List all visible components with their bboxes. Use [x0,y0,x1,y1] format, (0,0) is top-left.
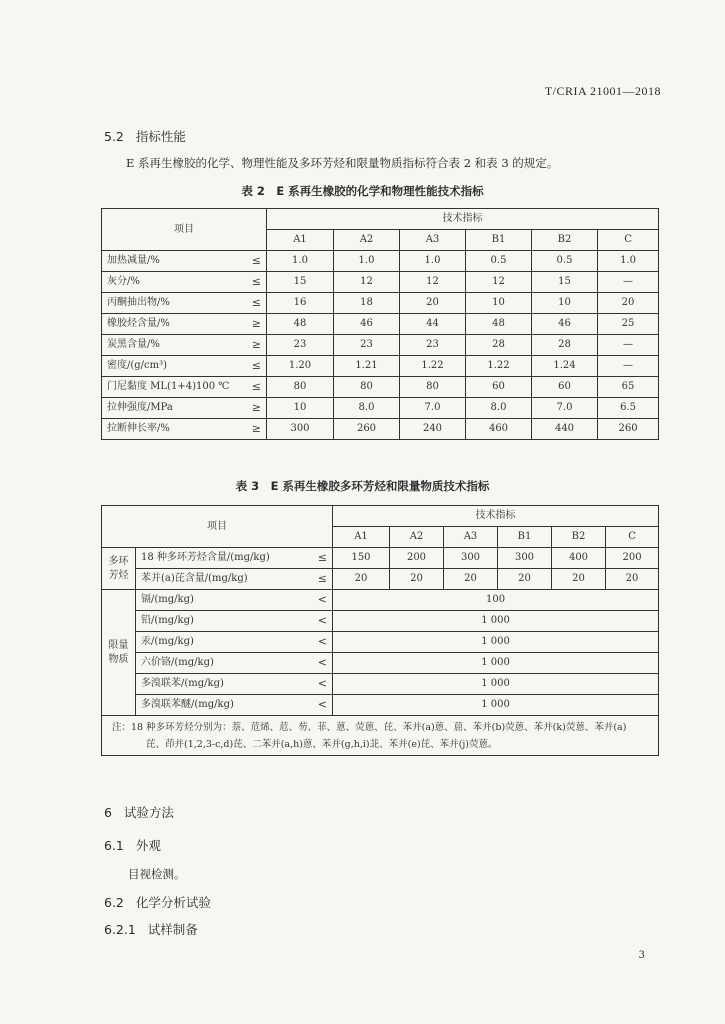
table-row [102,653,659,674]
table-row [102,293,659,314]
cell-value: 44 [400,314,466,335]
cell-value: 1.0 [598,251,659,272]
cell-value: 23 [267,335,334,356]
table-row [102,611,659,632]
limit-symbol: ≤ [242,272,267,293]
cell-value: 20 [606,569,659,590]
cell-value: 1 000 [333,632,659,653]
limit-symbol: ≤ [242,293,267,314]
limit-symbol: < [308,632,333,653]
cell-value: 20 [390,569,444,590]
limit-symbol: < [308,653,333,674]
cell-value: 300 [498,548,552,569]
cell-value: 12 [334,272,400,293]
limit-symbol: < [308,674,333,695]
cell-value: 1.21 [334,356,400,377]
cell-value: 25 [598,314,659,335]
cell-value: 200 [606,548,659,569]
limit-symbol: ≥ [242,314,267,335]
cell-value: 10 [466,293,532,314]
cell-value: 300 [444,548,498,569]
group-label-limit [102,590,136,716]
cell-value: 20 [400,293,466,314]
grade-header: C [606,527,659,548]
table-row [102,548,659,569]
grade-header: A2 [390,527,444,548]
table-row [102,272,659,293]
table-row [102,632,659,653]
grade-header: A1 [267,230,334,251]
cell-value: 7.0 [400,398,466,419]
grade-header: B1 [498,527,552,548]
cell-value: 8.0 [334,398,400,419]
row-label: 炭黑含量/% [102,335,242,356]
cell-value: 20 [598,293,659,314]
grade-header: A3 [444,527,498,548]
section-title: 化学分析试验 [135,895,211,910]
grade-header: A2 [334,230,400,251]
cell-value: 20 [444,569,498,590]
table-row [102,398,659,419]
row-label: 苯并(a)芘含量/(mg/kg) [136,569,308,590]
cell-value: 65 [598,377,659,398]
row-label: 拉断伸长率/% [102,419,242,440]
section-title: 外观 [135,838,161,853]
section-5-2-body: E 系再生橡胶的化学、物理性能及多环芳烃和限量物质指标符合表 2 和表 3 的规定。 [126,156,559,170]
cell-value: 15 [532,272,598,293]
limit-symbol: ≥ [242,419,267,440]
limit-symbol: ≤ [308,569,333,590]
cell-value: 1.0 [334,251,400,272]
limit-symbol: < [308,695,333,716]
cell-value: 1 000 [333,695,659,716]
row-label: 丙酮抽出物/% [102,293,242,314]
grade-header: C [598,230,659,251]
row-label: 密度/(g/cm³) [102,356,242,377]
limit-symbol: ≤ [308,548,333,569]
cell-value: 60 [532,377,598,398]
row-label: 六价铬/(mg/kg) [136,653,308,674]
row-label: 多溴联苯/(mg/kg) [136,674,308,695]
cell-value: 10 [532,293,598,314]
cell-value: 23 [400,335,466,356]
grade-header: A1 [333,527,390,548]
cell-value: 7.0 [532,398,598,419]
cell-value: 6.5 [598,398,659,419]
cell-value: 15 [267,272,334,293]
section-6-1-heading [104,836,161,854]
section-number: 6.2.1 [104,922,136,937]
cell-value: 400 [552,548,606,569]
table-row [102,377,659,398]
row-label: 铅/(mg/kg) [136,611,308,632]
table-row [102,674,659,695]
group-label-line: 限量 [108,639,129,651]
cell-value: 80 [267,377,334,398]
row-label: 加热减量/% [102,251,242,272]
grade-header: B2 [532,230,598,251]
section-6-2-heading [104,893,211,911]
cell-value: 300 [267,419,334,440]
page-number: 3 [638,950,645,961]
item-header: 项目 [102,209,267,251]
table-row [102,590,659,611]
cell-value: 20 [333,569,390,590]
table-row [102,695,659,716]
cell-value: 8.0 [466,398,532,419]
cell-value: 80 [400,377,466,398]
table-2-caption: 表 2 E 系再生橡胶的化学和物理性能技术指标 [241,184,484,198]
section-number: 6.1 [104,838,124,853]
group-label-pah [102,548,136,590]
cell-value: 1 000 [333,653,659,674]
row-label: 灰分/% [102,272,242,293]
section-5-2-heading [104,127,186,145]
cell-value: 460 [466,419,532,440]
cell-value: 20 [552,569,606,590]
table-row [102,251,659,272]
cell-value: 1 000 [333,611,659,632]
section-6-1-body: 目视检测。 [128,867,186,881]
cell-value: 48 [267,314,334,335]
table-note [102,716,659,756]
note-line: 注：18 种多环芳烃分别为：萘、苊烯、苊、芴、菲、蒽、荧蒽、芘、苯并(a)蒽、䓛、苯并(b)荧蒽、苯并(k)荧蒽、苯并(a) [112,722,627,733]
table-row [102,335,659,356]
row-label: 门尼黏度 ML(1+4)100 ℃ [102,377,242,398]
grade-header: A3 [400,230,466,251]
cell-value: 12 [400,272,466,293]
limit-symbol: < [308,611,333,632]
spec-header: 技术指标 [267,209,659,230]
cell-value: 150 [333,548,390,569]
cell-value: 12 [466,272,532,293]
row-label: 多溴联苯醚/(mg/kg) [136,695,308,716]
cell-value: 1.0 [400,251,466,272]
limit-symbol: ≤ [242,377,267,398]
cell-value: 0.5 [532,251,598,272]
group-label-line: 多环 [108,555,129,567]
table-3-caption: 表 3 E 系再生橡胶多环芳烃和限量物质技术指标 [235,479,490,493]
section-title: 试验方法 [123,805,174,820]
section-number: 6.2 [104,895,124,910]
row-label: 18 种多环芳烃含量/(mg/kg) [136,548,308,569]
cell-value: 10 [267,398,334,419]
table-row [102,569,659,590]
cell-value: 440 [532,419,598,440]
limit-symbol: < [308,590,333,611]
group-label-line: 物质 [108,653,129,665]
cell-value: 1.0 [267,251,334,272]
cell-value: 60 [466,377,532,398]
grade-header: B1 [466,230,532,251]
cell-value: 20 [498,569,552,590]
cell-value: 1.22 [466,356,532,377]
cell-value: 1.20 [267,356,334,377]
section-number: 6 [104,805,112,820]
group-label-line: 芳烃 [108,569,129,581]
grade-header: B2 [552,527,606,548]
cell-value: — [598,356,659,377]
cell-value: — [598,335,659,356]
cell-value: 28 [466,335,532,356]
cell-value: 1.24 [532,356,598,377]
spec-header: 技术指标 [333,506,659,527]
cell-value: 260 [598,419,659,440]
row-label: 橡胶烃含量/% [102,314,242,335]
limit-symbol: ≥ [242,398,267,419]
table-row [102,419,659,440]
note-line: 芘、茚并(1,2,3-c,d)芘、二苯并(a,h)蒽、苯并(g,h,i)苝、苯并(e)芘、苯并(j)荧蒽。 [146,739,498,750]
cell-value: 0.5 [466,251,532,272]
cell-value: 48 [466,314,532,335]
table-row [102,314,659,335]
cell-value: 28 [532,335,598,356]
document-number: T/CRIA 21001—2018 [544,84,661,98]
item-header: 项目 [102,506,333,548]
table-3 [101,505,659,756]
limit-symbol: ≤ [242,356,267,377]
section-title: 试样制备 [147,922,198,937]
cell-value: 46 [334,314,400,335]
table-row [102,356,659,377]
cell-value: 23 [334,335,400,356]
section-title: 指标性能 [135,129,186,144]
row-label: 镉/(mg/kg) [136,590,308,611]
limit-symbol: ≥ [242,335,267,356]
section-number: 5.2 [104,129,124,144]
table-note-row [102,716,659,756]
section-6-heading [104,803,174,821]
cell-value: 1.22 [400,356,466,377]
cell-value: 260 [334,419,400,440]
cell-value: — [598,272,659,293]
cell-value: 1 000 [333,674,659,695]
cell-value: 240 [400,419,466,440]
cell-value: 80 [334,377,400,398]
row-label: 拉伸强度/MPa [102,398,242,419]
cell-value: 18 [334,293,400,314]
cell-value: 100 [333,590,659,611]
cell-value: 46 [532,314,598,335]
row-label: 汞/(mg/kg) [136,632,308,653]
limit-symbol: ≤ [242,251,267,272]
section-6-2-1-heading [104,920,198,938]
table-2 [101,208,659,440]
cell-value: 200 [390,548,444,569]
cell-value: 16 [267,293,334,314]
